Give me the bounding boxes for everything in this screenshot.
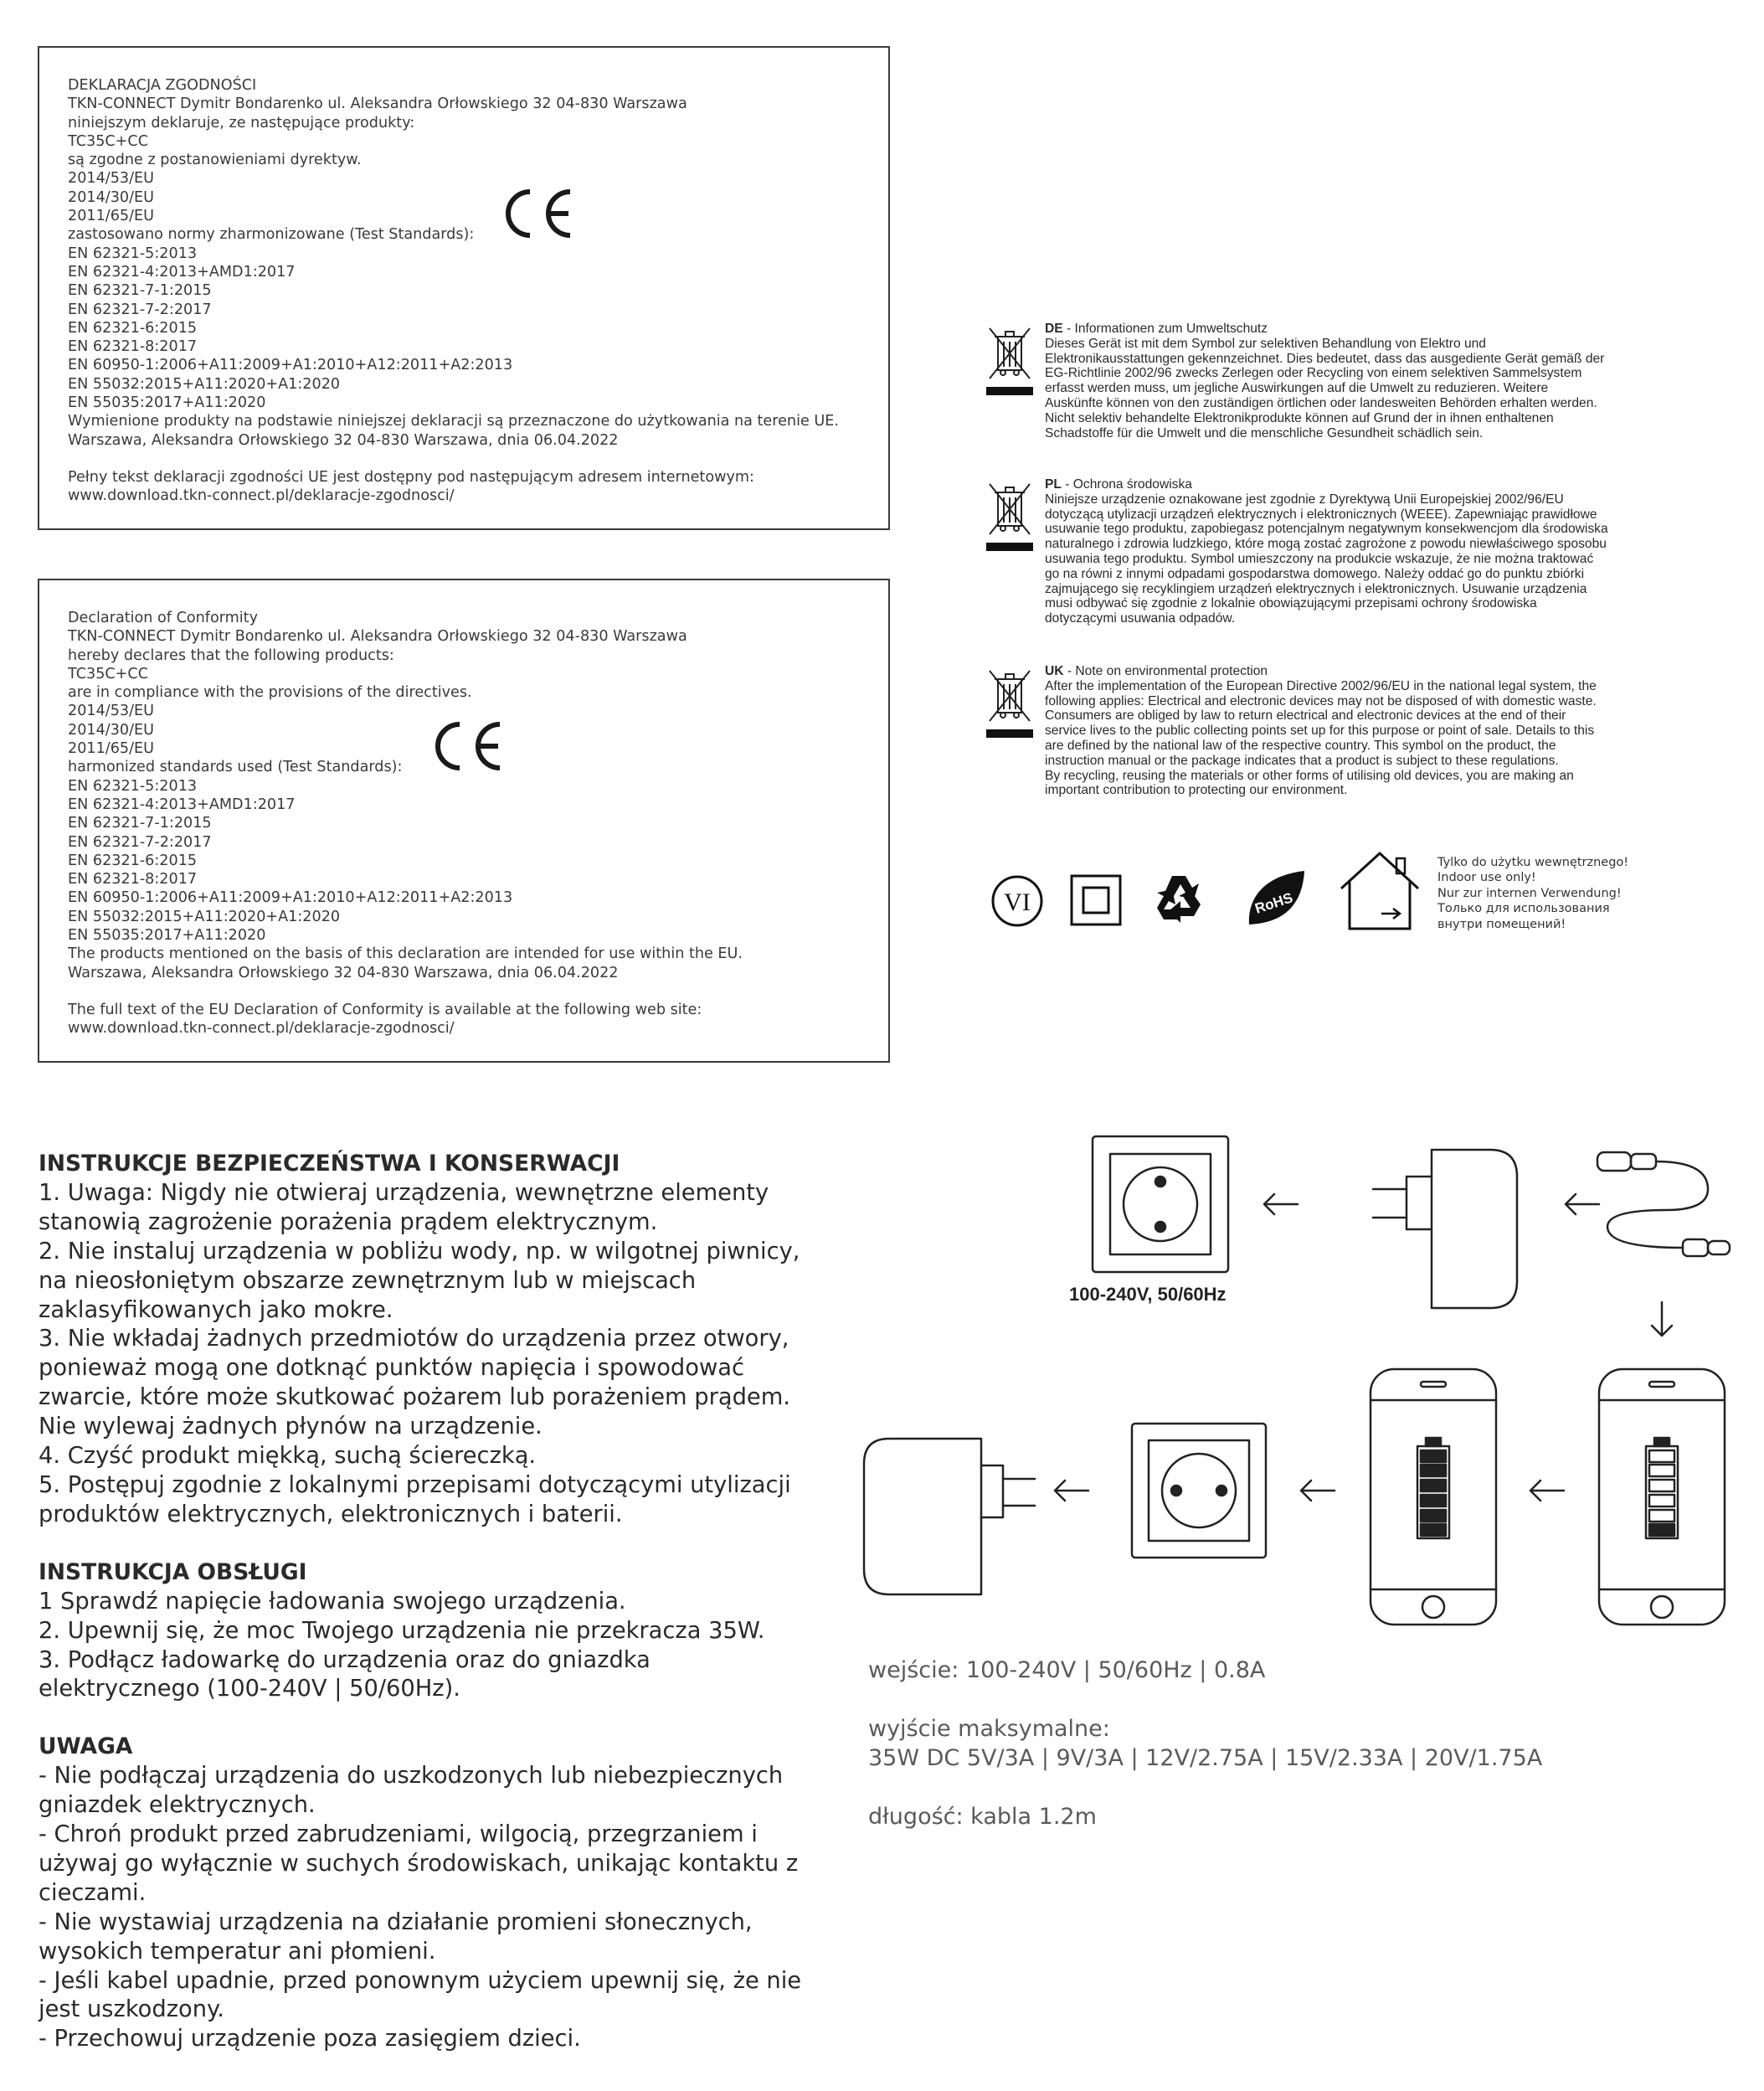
weee-line: After the implementation of the European Directive 2002/96/EU in the national legal system, the (1045, 678, 1597, 693)
efficiency-level-vi-icon (990, 874, 1044, 928)
declaration-line: TKN-CONNECT Dymitr Bondarenko ul. Aleksandra Orłowskiego 32 04-830 Warszawa (68, 95, 687, 113)
usb-c-cable-icon (1597, 1152, 1730, 1256)
weee-line: zajmującego się recyklingiem urządzeń elektrycznych i elektronicznych. Usuwanie urządzenia (1045, 581, 1587, 596)
spec-cable: długość: kabla 1.2m (868, 1804, 1097, 1830)
declaration-line: EN 62321-7-1:2015 (68, 815, 212, 832)
charger-icon (1373, 1150, 1517, 1308)
declaration-line: EN 62321-6:2015 (68, 319, 198, 337)
declaration-line: TC35C+CC (68, 665, 148, 682)
declaration-line: EN 62321-5:2013 (68, 777, 198, 795)
declaration-line: EN 62321-5:2013 (68, 245, 198, 262)
declaration-line: EN 62321-7-2:2017 (68, 301, 212, 318)
weee-line: Auskünfte können von den zuständigen örtlichen oder landesweiten Behörden erhalten werden. (1045, 395, 1597, 410)
usage-line: 2. Upewnij się, że moc Twojego urządzenia nie przekracza 35W. (39, 1617, 765, 1644)
declaration-line: 2014/30/EU (68, 721, 155, 739)
weee-line: are defined by the national law of the respective country. This symbol on the product, the (1045, 738, 1556, 753)
declaration-pl-text (68, 76, 839, 506)
safety-line: zwarcie, które może skutkować pożarem lub porażeniem prądem. (39, 1384, 790, 1411)
declaration-pl-box (38, 46, 890, 530)
declaration-line: TKN-CONNECT Dymitr Bondarenko ul. Aleksandra Orłowskiego 32 04-830 Warszawa (68, 628, 687, 646)
indoor-line: Indoor use only! (1437, 871, 1536, 885)
weee-line: Elektronikausstattungen gekennzeichnet. Dies bedeutet, dass das ausgediente Gerät gemäß der (1045, 351, 1605, 366)
weee-line: naturalnego i zdrowia ludzkiego, które mogą zostać zagrożone z powodu niewłaściwego sposobu (1045, 537, 1607, 552)
weee-line: Niniejsze urządzenie oznakowane jest zgodnie z Dyrektywą Unii Europejskiej 2002/96/EU (1045, 492, 1564, 507)
crossed-bin-icon (986, 667, 1033, 743)
declaration-line: EN 62321-4:2013+AMD1:2017 (68, 796, 296, 813)
declaration-line: EN 55035:2017+A11:2020 (68, 394, 266, 412)
double-insulation-icon (1069, 873, 1123, 927)
declaration-line: 2014/53/EU (68, 703, 155, 720)
declaration-line: EN 62321-4:2013+AMD1:2017 (68, 263, 296, 281)
spec-output: 35W DC 5V/3A | 9V/3A | 12V/2.75A | 15V/2.33A | 20V/1.75A (868, 1745, 1543, 1771)
declaration-line: 2011/65/EU (68, 740, 155, 758)
instructions (39, 1150, 842, 2054)
declaration-line: 2014/30/EU (68, 188, 155, 206)
safety-line: zaklasyfikowanych jako mokre. (39, 1296, 393, 1323)
weee-title: - Ochrona środowiska (1061, 477, 1192, 492)
weee-line: service lives to the public collecting points set up for this purpose or point of sale. Details to this (1045, 724, 1595, 739)
declaration-line: są zgodne z postanowieniami dyrektyw. (68, 152, 362, 169)
wall-socket-icon (1093, 1136, 1228, 1272)
warning-line: - Chroń produkt przed zabrudzeniami, wilgocią, przegrzaniem i (39, 1821, 758, 1848)
weee-line: usuwania tego produktu. Symbol umieszczony na produkcie wskazuje, że nie można traktować (1045, 551, 1594, 566)
safety-title: INSTRUKCJE BEZPIECZEŃSTWA I KONSERWACJI (39, 1151, 620, 1177)
declaration-line: are in compliance with the provisions of the directives. (68, 684, 472, 702)
usage-line: 1 Sprawdź napięcie ładowania swojego urządzenia. (39, 1588, 626, 1615)
weee-text (1045, 322, 1764, 440)
weee-line: Schadstoffe für die Umwelt und die menschliche Gesundheit schädlich sein. (1045, 425, 1484, 440)
spec-input: wejście: 100-240V | 50/60Hz | 0.8A (868, 1657, 1266, 1683)
declaration-line: hereby declares that the following products: (68, 646, 394, 664)
indoor-line: Tylko do użytku wewnętrznego! (1437, 856, 1629, 869)
declaration-line: niniejszym deklaruje, ze następujące produkty: (68, 114, 415, 131)
crossed-bin-icon (986, 325, 1033, 400)
declaration-line: Warszawa, Aleksandra Orłowskiego 32 04-830 Warszawa, dnia 06.04.2022 (68, 964, 619, 981)
rohs-leaf-icon (1244, 868, 1309, 930)
safety-line: 3. Nie wkładaj żadnych przedmiotów do urządzenia przez otwory, (39, 1326, 789, 1352)
indoor-line: внутри помещений! (1437, 917, 1566, 931)
indoor-line: Nur zur internen Verwendung! (1437, 886, 1622, 900)
weee-code: UK (1045, 664, 1064, 678)
ce-mark-icon (426, 719, 505, 773)
weee-line: Consumers are obliged by law to return electrical and electronic devices at the end of their (1045, 708, 1566, 724)
arrow-left-icon (1530, 1481, 1564, 1501)
arrow-left-icon (1055, 1481, 1088, 1501)
declaration-line: zastosowano normy zharmonizowane (Test Standards): (68, 226, 475, 244)
arrow-left-icon (1264, 1194, 1298, 1214)
weee-code: PL (1045, 477, 1062, 492)
ce-mark-icon (496, 187, 575, 240)
declaration-line: EN 60950-1:2006+A11:2009+A1:2010+A12:2011+A2:2013 (68, 357, 513, 374)
svg-text:VI: VI (1004, 888, 1031, 916)
safety-line: 4. Czyść produkt miękką, suchą ściereczką. (39, 1443, 537, 1470)
weee-line: EG-Richtlinie 2002/96 zwecks Zerlegen oder Recycling von einem selektiven Sammelsystem (1045, 366, 1582, 381)
declaration-line: EN 62321-8:2017 (68, 338, 198, 356)
declaration-line: The products mentioned on the basis of this declaration are intended for use within the EU. (68, 945, 743, 963)
svg-text:RoHS: RoHS (1252, 889, 1295, 917)
declaration-footer: The full text of the EU Declaration of Conformity is available at the following web site: (68, 1001, 702, 1018)
crossed-bin-icon (986, 481, 1033, 556)
safety-line: 2. Nie instaluj urządzenia w pobliżu wody, np. w wilgotnej piwnicy, (39, 1238, 800, 1264)
declaration-en-text (68, 609, 743, 1038)
warning-line: - Przechowuj urządzenie poza zasięgiem dzieci. (39, 2026, 581, 2052)
warning-line: cieczami. (39, 1879, 147, 1906)
warning-line: - Jeśli kabel upadnie, przed ponownym użyciem upewnij się, że nie (39, 1967, 802, 1994)
declaration-line: Declaration of Conformity (68, 610, 258, 626)
weee-title: - Note on environmental protection (1063, 664, 1268, 678)
weee-text (1045, 664, 1764, 798)
weee-line: By recycling, reusing the materials or other forms of utilising old devices, you are making an (1045, 768, 1574, 783)
charger-icon (864, 1439, 1035, 1594)
weee-line: go na równi z innymi odpadami gospodarstwa domowego. Należy oddać go do punktu zbiórki (1045, 566, 1585, 581)
declaration-line: 2014/53/EU (68, 170, 155, 188)
arrow-left-icon (1566, 1194, 1599, 1214)
weee-text (1045, 477, 1764, 626)
warning-line: używaj go wyłącznie w suchych środowiskach, unikając kontaktu z (39, 1850, 799, 1877)
declaration-en-box (38, 579, 890, 1063)
declaration-line: EN 55035:2017+A11:2020 (68, 927, 266, 945)
warning-title: UWAGA (39, 1733, 133, 1760)
warning-line: - Nie podłączaj urządzenia do uszkodzonych lub niebezpiecznych (39, 1763, 784, 1790)
safety-line: stanowią zagrożenie porażenia prądem elektrycznym. (39, 1208, 658, 1235)
specifications (868, 1656, 1542, 1831)
arrow-left-icon (1301, 1481, 1335, 1501)
safety-line: 5. Postępuj zgodnie z lokalnymi przepisami dotyczącymi utylizacji (39, 1471, 791, 1498)
safety-line: produktów elektrycznych, elektronicznych i baterii. (39, 1501, 623, 1527)
weee-line: instruction manual or the package indicates that a product is subject to these regulations. (1045, 753, 1559, 768)
weee-title: - Informationen zum Umweltschutz (1062, 322, 1268, 336)
declaration-url: www.download.tkn-connect.pl/deklaracje-zgodnosci/ (68, 487, 455, 505)
warning-line: - Nie wystawiaj urządzenia na działanie promieni słonecznych, (39, 1908, 753, 1935)
usage-line: 3. Podłącz ładowarkę do urządzenia oraz do gniazdka (39, 1646, 651, 1673)
weee-line: important contribution to protecting our environment. (1045, 783, 1348, 798)
indoor-use-house-icon (1338, 850, 1422, 932)
declaration-line: harmonized standards used (Test Standards): (68, 759, 403, 776)
weee-line: dotyczącymi usuwania odpadów. (1045, 611, 1236, 626)
weee-line: Nicht selektiv behandelte Elektronikprodukte können auf Grund der in ihnen enthaltenen (1045, 410, 1554, 425)
weee-line: musi odbywać się zgodnie z lokalnie obowiązującymi przepisami ochrony środowiska (1045, 596, 1537, 611)
usage-title: INSTRUKCJA OBSŁUGI (39, 1558, 307, 1585)
spec-output-title: wyjście maksymalne: (868, 1716, 1110, 1742)
wall-socket-icon (1132, 1424, 1266, 1558)
declaration-line: EN 55032:2015+A11:2020+A1:2020 (68, 375, 341, 393)
declaration-line: 2011/65/EU (68, 208, 155, 225)
usage-line: elektrycznego (100-240V | 50/60Hz). (39, 1676, 460, 1702)
indoor-use-text (1437, 855, 1628, 932)
declaration-line: EN 62321-7-1:2015 (68, 282, 212, 300)
declaration-line: EN 60950-1:2006+A11:2009+A1:2010+A12:2011+A2:2013 (68, 889, 513, 907)
weee-line: usuwanie tego produktu, zapobiegasz potencjalnym negatywnym konsekwencjom dla środowiska (1045, 522, 1608, 537)
declaration-line: EN 62321-6:2015 (68, 852, 198, 869)
warning-line: gniazdek elektrycznych. (39, 1792, 316, 1819)
declaration-line: Warszawa, Aleksandra Orłowskiego 32 04-830 Warszawa, dnia 06.04.2022 (68, 431, 619, 449)
weee-line: dotyczącą utylizacji urządzeń elektrycznych i elektronicznych (WEEE). Zapewniając prawidłowe (1045, 507, 1597, 522)
declaration-line: EN 55032:2015+A11:2020+A1:2020 (68, 908, 341, 925)
declaration-line: EN 62321-8:2017 (68, 871, 198, 888)
declaration-footer: Pełny tekst deklaracji zgodności UE jest dostępny pod następującym adresem internetowym: (68, 468, 754, 486)
declaration-url: www.download.tkn-connect.pl/deklaracje-zgodnosci/ (68, 1020, 455, 1038)
phone-charging-icon (1599, 1369, 1725, 1625)
weee-line: following applies: Electrical and electronic devices may not be disposed of with domestic waste. (1045, 693, 1597, 708)
indoor-line: Только для использования (1437, 902, 1610, 916)
arrow-down-icon (1652, 1302, 1672, 1336)
declaration-line: EN 62321-7-2:2017 (68, 833, 212, 851)
voltage-label: 100-240V, 50/60Hz (1069, 1284, 1227, 1305)
safety-line: ponieważ mogą one dotknąć punktów napięcia i spowodować (39, 1355, 745, 1382)
warning-line: jest uszkodzony. (39, 1996, 224, 2023)
declaration-line: TC35C+CC (68, 132, 148, 150)
weee-code: DE (1045, 322, 1063, 336)
weee-line: erfasst werden muss, um jegliche Auswirkungen auf die Umwelt zu reduzieren. Weitere (1045, 381, 1549, 396)
declaration-line: Wymienione produkty na podstawie niniejszej deklaracji są przeznaczone do użytkowania na terenie UE. (68, 413, 839, 430)
weee-line: Dieses Gerät ist mit dem Symbol zur selektiven Behandlung von Elektro und (1045, 336, 1486, 351)
charging-diagram (854, 1122, 1764, 1641)
phone-charged-icon (1371, 1369, 1496, 1625)
declaration-line: DEKLARACJA ZGODNOŚCI (68, 77, 257, 94)
safety-line: 1. Uwaga: Nigdy nie otwieraj urządzenia, wewnętrzne elementy (39, 1179, 769, 1206)
warning-line: wysokich temperatur ani płomieni. (39, 1938, 436, 1965)
safety-line: Nie wylewaj żadnych płynów na urządzenie. (39, 1414, 543, 1440)
safety-line: na nieosłoniętym obszarze zewnętrznym lub w miejscach (39, 1267, 697, 1294)
recycle-icon (1152, 871, 1206, 928)
